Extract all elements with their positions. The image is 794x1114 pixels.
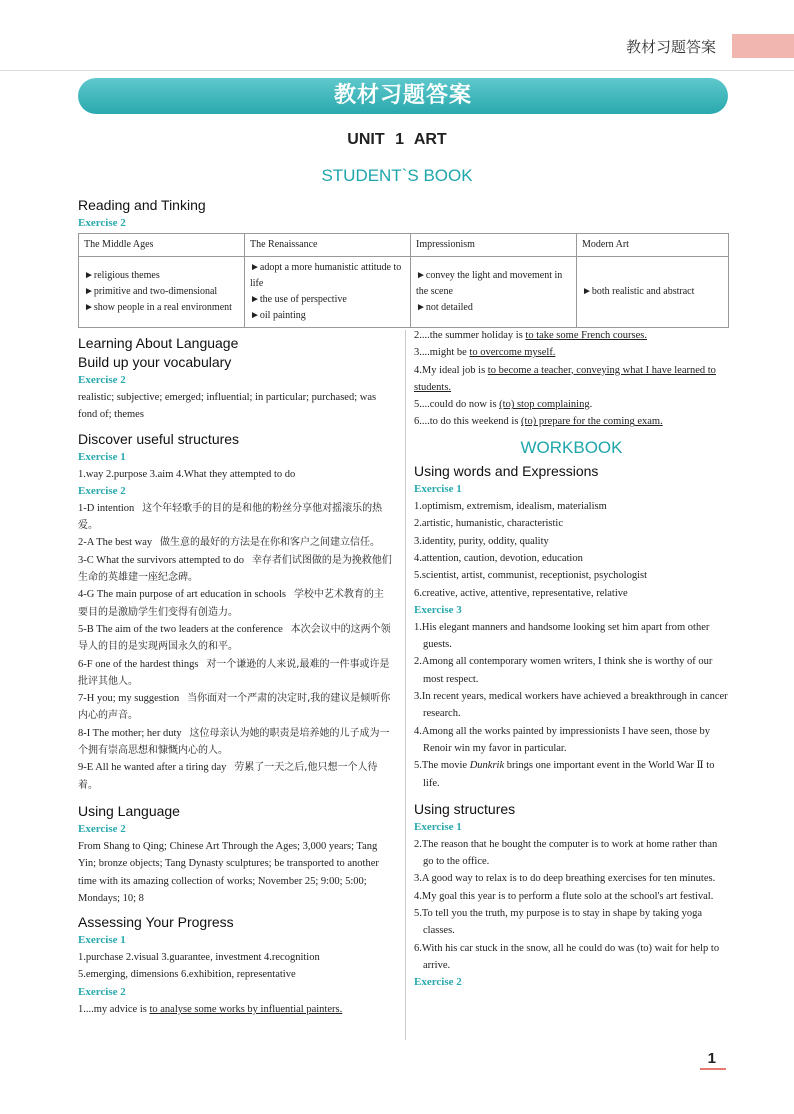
item-answer: (to) prepare for the coming exam.: [521, 416, 663, 428]
item-text: 3....might be: [414, 347, 470, 359]
words-heading: Using words and Expressions: [414, 463, 599, 480]
exercise-label: Exercise 2: [78, 985, 126, 998]
assess-ex2-item: [414, 344, 729, 361]
item-en: 9-E All he wanted after a tiring day: [78, 762, 227, 774]
cell-line: ►the use of perspective: [250, 294, 347, 305]
list-item: [78, 552, 392, 587]
item-zh: 本次会议中的这两个领导人的目的是实现两国永久的和平。: [78, 623, 391, 653]
item-zh: 对一个谦逊的人来说,最难的一件事或许是批评其他人。: [78, 658, 390, 687]
exercise-label: Exercise 2: [414, 976, 462, 989]
table-cell: [79, 257, 245, 328]
using-language-heading: Using Language: [78, 802, 180, 819]
learning-heading: Learning About Language: [78, 335, 239, 351]
item-en: 2-A The best way: [78, 537, 153, 549]
title-banner: 教材习题答案: [78, 78, 728, 114]
item-text: 5.The movie: [414, 760, 470, 772]
item-zh: 做生意的最好的方法是在你和客户之间建立信任。: [160, 537, 381, 549]
discover-ex2-list: [78, 500, 392, 794]
list-item: [78, 586, 392, 621]
table-header: Modern Art: [577, 234, 729, 257]
unit-title: UNIT 1 ART: [347, 131, 447, 148]
page-number: 1: [707, 1050, 716, 1067]
movie-title: Dunkrik: [469, 760, 505, 772]
list-item: [78, 621, 392, 656]
column-divider: [405, 330, 406, 1040]
list-item: [78, 500, 392, 535]
using-language-answers: From Shang to Qing; Chinese Art Through the Ages; 3,000 years; Tang Yin; bronze objects; Tang Dynasty sculptures; be transported to another time with its amazing collection of works; November 25; 9:00; 5:00; Mondays; 10; 8: [78, 840, 379, 904]
assess-ex2-item: [414, 327, 729, 344]
left-column: [78, 334, 392, 1018]
exercise-label: Exercise 1: [414, 483, 462, 496]
exercise-label: Exercise 2: [78, 484, 126, 497]
list-item: 4.Among all the works painted by impressionists I have seen, those by Renoir win my favor in particular.: [414, 725, 710, 754]
item-answer: to become a teacher, conveying what I have learned to students.: [414, 364, 716, 393]
page-number-underline: [700, 1068, 726, 1070]
cell-line: ►not detailed: [416, 302, 473, 313]
cell-line: ►convey the light and movement in the scene: [416, 270, 563, 297]
exercise-label: Exercise 2: [78, 822, 126, 835]
right-column: [414, 327, 729, 991]
cell-line: ►primitive and two-dimensional: [84, 286, 218, 297]
item-answer: to overcome myself.: [469, 347, 556, 359]
list-item: 1.His elegant manners and handsome looking set him apart from other guests.: [414, 621, 710, 651]
table-header: Impressionism: [411, 234, 577, 257]
item-text: 1....my advice is: [78, 1003, 150, 1015]
item-text: 5....could do now is: [414, 399, 500, 411]
assess-ex2-item: [78, 1001, 392, 1018]
item-en: 5-B The aim of the two leaders at the conference: [78, 623, 283, 635]
list-item: 1.optimism, extremism, idealism, materialism: [414, 501, 607, 513]
list-item: 3.A good way to relax is to do deep breathing exercises for ten minutes.: [414, 873, 716, 885]
list-item: 5.scientist, artist, communist, receptionist, psychologist: [414, 570, 648, 582]
cell-line: ►oil painting: [250, 310, 306, 321]
item-en: 1-D intention: [78, 502, 135, 514]
list-item: 2.The reason that he bought the computer is to work at home rather than go to the office.: [414, 838, 718, 868]
list-item: [78, 690, 392, 725]
list-item: 5.To tell you the truth, my purpose is to stay in shape by taking yoga classes.: [414, 908, 702, 937]
list-item: 6.With his car stuck in the snow, all he could do was (to) wait for help to arrive.: [414, 942, 720, 971]
item-en: 8-I The mother; her duty: [78, 727, 182, 739]
assess-ex2-item: 5....could do now is (to) stop complaining.: [414, 399, 593, 411]
item-zh: 这个年轻歌手的目的是和他的粉丝分享他对摇滚乐的热爱。: [78, 502, 383, 532]
discover-heading: Discover useful structures: [78, 430, 240, 447]
item-zh: 这位母亲认为她的职责是培养她的儿子成为一个拥有崇高思想和慷慨内心的人。: [78, 727, 390, 757]
workbook-heading: WORKBOOK: [520, 437, 623, 457]
item-zh: 幸存者们试图做的是为挽救他们生命的英雄建一座纪念碑。: [78, 554, 392, 584]
table-cell: [411, 257, 577, 328]
list-item: [78, 656, 392, 691]
item-en: 3-C What the survivors attempted to do: [78, 554, 245, 566]
assess-ex1-line: 1.purchase 2.visual 3.guarantee, investment 4.recognition: [78, 952, 320, 964]
table-cell: [245, 257, 411, 328]
item-zh: 劳累了一天之后,他只想一个人待着。: [78, 762, 378, 791]
cell-line: ►show people in a real environment: [84, 302, 232, 313]
assess-ex1-line: 5.emerging, dimensions 6.exhibition, representative: [78, 969, 296, 981]
list-item: 2.artistic, humanistic, characteristic: [414, 518, 563, 530]
list-item: 3.In recent years, medical workers have achieved a breakthrough in cancer research.: [414, 691, 728, 720]
vocab-heading: Build up your vocabulary: [78, 354, 232, 370]
reading-heading: Reading and Tinking: [78, 197, 206, 213]
item-en: 6-F one of the hardest things: [78, 658, 199, 670]
structures-heading: Using structures: [414, 800, 516, 817]
list-item: 2.Among all contemporary women writers, I think she is worthy of our most respect.: [414, 656, 713, 685]
item-answer: to analyse some works by influential painters.: [149, 1003, 343, 1015]
item-text: 6....to do this weekend is: [414, 416, 522, 428]
exercise-label: Exercise 1: [78, 934, 126, 947]
list-item: [78, 759, 392, 794]
cell-line: ►both realistic and abstract: [582, 286, 695, 297]
item-en: 7-H you; my suggestion: [78, 693, 180, 705]
list-item: 6.creative, active, attentive, representative, relative: [414, 587, 628, 599]
item-zh: 学校中艺术教育的主要目的是激励学生们变得有创造力。: [78, 589, 384, 618]
exercise-label: Exercise 3: [414, 603, 462, 616]
table-header: The Middle Ages: [79, 234, 245, 257]
table-header: The Renaissance: [245, 234, 411, 257]
table-cell: [577, 257, 729, 328]
exercise-label: Exercise 1: [414, 820, 462, 833]
vocab-answers: realistic; subjective; emerged; influential; in particular; purchased; was fond of; themes: [78, 392, 377, 421]
art-periods-table: [78, 233, 729, 328]
item-zh: 当你面对一个严肃的决定时,我的建议是倾听你内心的声音。: [78, 693, 391, 722]
exercise-label: Exercise 1: [78, 450, 126, 463]
section-header: 教材习题答案: [625, 38, 716, 56]
list-item: 4.My goal this year is to perform a flute solo at the school's art festival.: [414, 890, 714, 902]
list-item: [78, 725, 392, 760]
exercise-label: Exercise 2: [78, 374, 126, 386]
assess-ex2-item: [414, 413, 729, 430]
list-item: [414, 757, 729, 792]
item-text: 2....the summer holiday is: [414, 330, 526, 341]
cell-line: ►adopt a more humanistic attitude to life: [250, 262, 402, 289]
item-answer: to take some French courses.: [525, 330, 647, 341]
reading-section: [78, 196, 206, 232]
list-item: 4.attention, caution, devotion, education: [414, 552, 583, 564]
students-book-heading: STUDENT`S BOOK: [321, 166, 473, 185]
header-tab: [732, 34, 794, 58]
cell-line: ►religious themes: [84, 270, 160, 281]
assess-ex2-item: [414, 362, 729, 397]
assessing-heading: Assessing Your Progress: [78, 914, 234, 931]
list-item: 3.identity, purity, oddity, quality: [414, 535, 549, 547]
header-divider: [0, 70, 794, 71]
discover-ex1-answers: 1.way 2.purpose 3.aim 4.What they attempted to do: [78, 468, 296, 480]
item-en: 4-G The main purpose of art education in schools: [78, 589, 287, 601]
item-text: 4.My ideal job is: [414, 364, 488, 376]
exercise-label: Exercise 2: [78, 217, 126, 229]
list-item: [78, 534, 392, 551]
item-text: brings one important event in the World War Ⅱ to life.: [423, 760, 715, 789]
item-answer: (to) stop complaining: [499, 399, 590, 411]
